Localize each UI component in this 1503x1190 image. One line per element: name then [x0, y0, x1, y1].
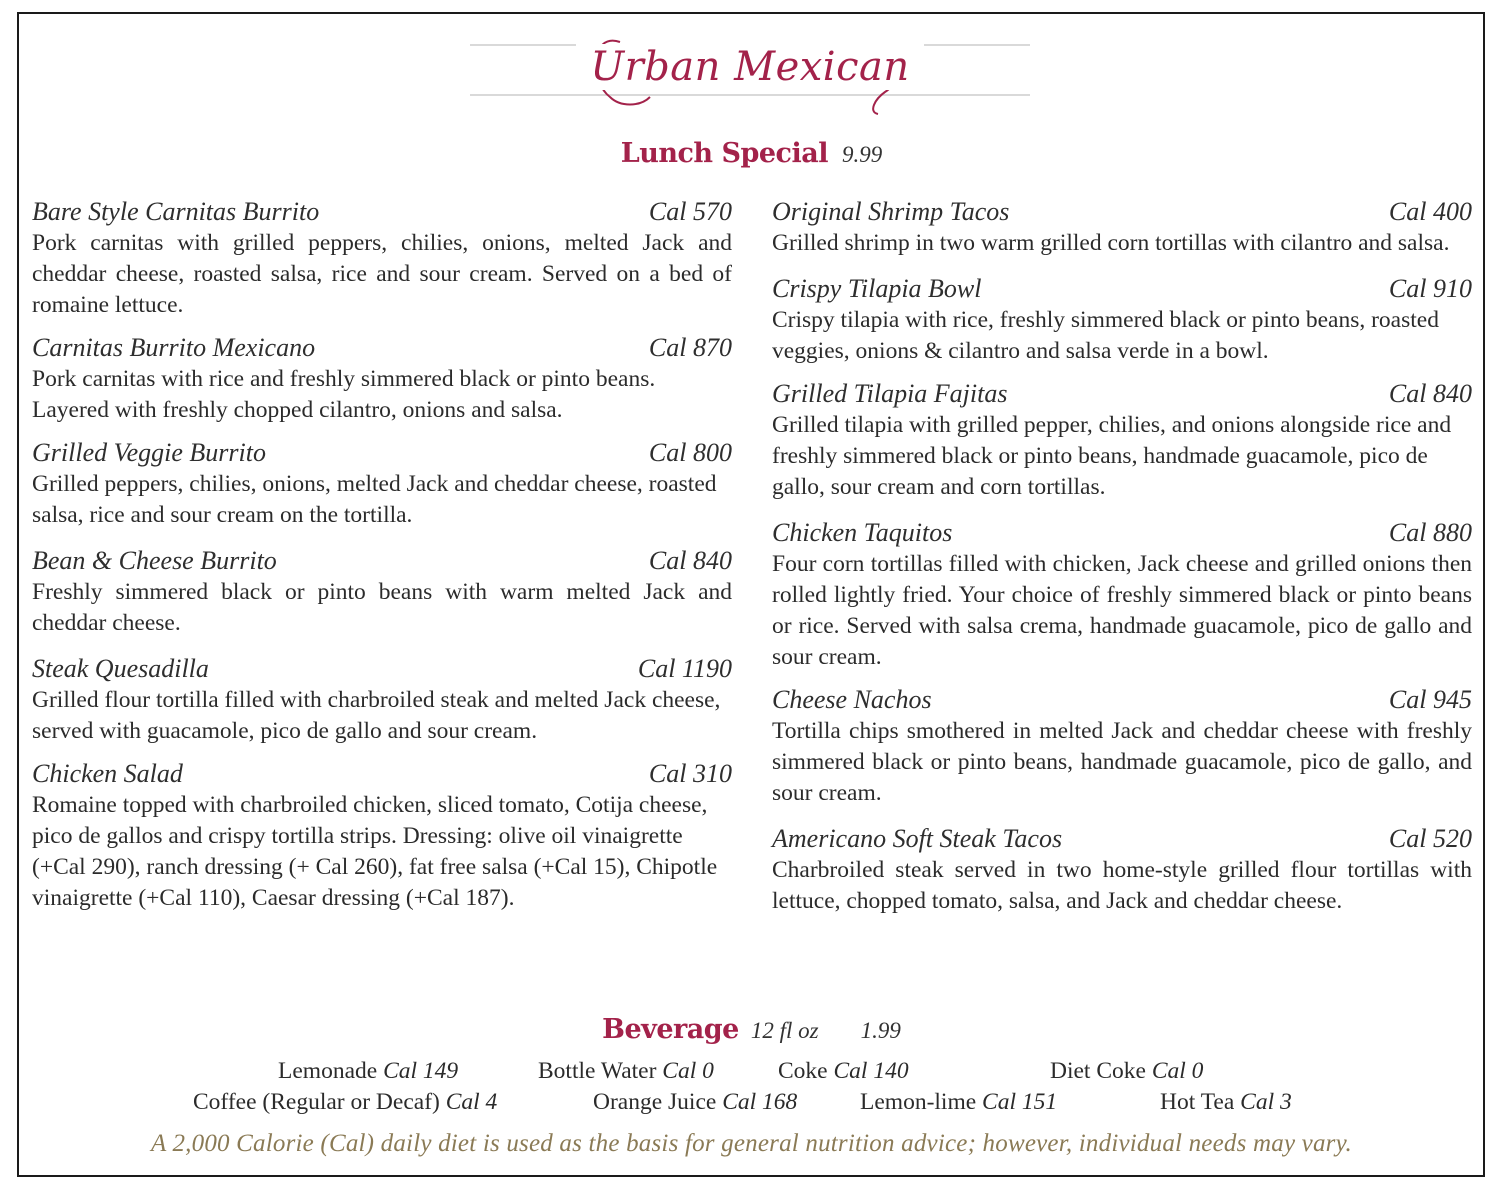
item-name: Bare Style Carnitas Burrito	[32, 197, 320, 226]
beverage-size: 12 fl oz	[750, 1018, 819, 1043]
beverage-item: Lemon-lime Cal 151	[860, 1089, 1058, 1115]
menu-item	[32, 653, 732, 747]
menu-item	[772, 517, 1472, 673]
item-calories: Cal 880	[1388, 518, 1472, 547]
menu-item	[32, 758, 732, 914]
menu-item	[32, 545, 732, 639]
beverage-item: Coffee (Regular or Decaf) Cal 4	[193, 1089, 498, 1115]
item-description: Freshly simmered black or pinto beans with warm melted Jack and cheddar cheese.	[32, 579, 732, 636]
item-name: Crispy Tilapia Bowl	[772, 274, 982, 303]
menu-item	[32, 196, 732, 321]
item-description: Romaine topped with charbroiled chicken, sliced tomato, Cotija cheese, pico de gallos and crispy tortilla strips. Dressing: olive oil vinaigrette (+Cal 290), ranch dressing (+ Cal 260), fat free salsa (+Cal 15), Chipotle vinaigrette (+Cal 110), Caesar dressing (+Cal 187).	[32, 792, 718, 911]
menu-item	[772, 684, 1472, 809]
item-description: Charbroiled steak served in two home-style grilled flour tortillas with lettuce, chopped tomato, salsa, and Jack and cheddar cheese.	[772, 857, 1472, 914]
item-description: Grilled flour tortilla filled with charbroiled steak and melted Jack cheese, served with guacamole, pico de gallo and sour cream.	[32, 687, 721, 744]
beverage-price: 1.99	[860, 1018, 901, 1043]
item-calories: Cal 870	[648, 333, 732, 362]
brand-logo	[470, 22, 1030, 122]
beverage-item: Orange Juice Cal 168	[593, 1089, 798, 1115]
item-name: Steak Quesadilla	[32, 654, 209, 683]
item-calories: Cal 910	[1388, 274, 1472, 303]
menu-column-left	[32, 196, 732, 914]
menu-item	[32, 332, 732, 426]
menu-item	[32, 437, 732, 531]
item-name: Grilled Tilapia Fajitas	[772, 379, 1008, 408]
item-description: Four corn tortillas filled with chicken, Jack cheese and grilled onions then rolled lightly fried. Your choice of freshly simmered black or pinto beans or rice. Served with salsa crema, handmade guacamole, pico de gallo and sour cream.	[772, 551, 1472, 670]
item-calories: Cal 840	[1388, 379, 1472, 408]
item-name: Chicken Taquitos	[772, 518, 953, 547]
item-calories: Cal 945	[1388, 685, 1472, 714]
nutrition-footnote: A 2,000 Calorie (Cal) daily diet is used as the basis for general nutrition advice; however, individual needs may vary.	[151, 1130, 1352, 1157]
item-calories: Cal 840	[648, 546, 732, 575]
beverage-item: Coke Cal 140	[778, 1058, 909, 1084]
item-description: Crispy tilapia with rice, freshly simmered black or pinto beans, roasted veggies, onions & cilantro and salsa verde in a bowl.	[772, 307, 1439, 364]
menu-column-right	[772, 196, 1472, 917]
item-description: Grilled shrimp in two warm grilled corn tortillas with cilantro and salsa.	[772, 230, 1450, 256]
item-name: Americano Soft Steak Tacos	[772, 824, 1063, 853]
beverage-item: Lemonade Cal 149	[278, 1058, 459, 1084]
item-name: Original Shrimp Tacos	[772, 197, 1010, 226]
item-calories: Cal 800	[648, 438, 732, 467]
item-calories: Cal 310	[648, 759, 732, 788]
menu-item	[772, 378, 1472, 503]
beverage-row-2	[0, 1089, 1503, 1119]
beverage-title: Beverage	[602, 1014, 739, 1045]
item-calories: Cal 1190	[637, 654, 732, 683]
item-description: Pork carnitas with rice and freshly simmered black or pinto beans. Layered with freshly chopped cilantro, onions and salsa.	[32, 366, 656, 423]
lunch-special-title: Lunch Special	[620, 138, 828, 169]
beverage-row-1	[0, 1058, 1503, 1088]
beverage-item: Hot Tea Cal 3	[1160, 1089, 1292, 1115]
item-name: Cheese Nachos	[772, 685, 932, 714]
lunch-special-heading	[0, 138, 1503, 169]
item-name: Chicken Salad	[32, 759, 183, 788]
item-name: Carnitas Burrito Mexicano	[32, 333, 316, 362]
item-description: Tortilla chips smothered in melted Jack and cheddar cheese with freshly simmered black or pinto beans, handmade guacamole, pico de gallo, and sour cream.	[772, 718, 1472, 806]
menu-item	[772, 273, 1472, 367]
item-description: Pork carnitas with grilled peppers, chilies, onions, melted Jack and cheddar cheese, roasted salsa, rice and sour cream. Served on a bed of romaine lettuce.	[32, 230, 732, 318]
item-calories: Cal 400	[1388, 197, 1472, 226]
lunch-special-price: 9.99	[841, 142, 883, 167]
item-calories: Cal 570	[648, 197, 732, 226]
item-description: Grilled peppers, chilies, onions, melted Jack and cheddar cheese, roasted salsa, rice and sour cream on the tortilla.	[32, 471, 717, 528]
item-name: Bean & Cheese Burrito	[32, 546, 277, 575]
beverage-item: Diet Coke Cal 0	[1050, 1058, 1204, 1084]
beverage-item: Bottle Water Cal 0	[538, 1058, 714, 1084]
menu-item	[772, 823, 1472, 917]
beverage-heading	[0, 1014, 1503, 1045]
item-name: Grilled Veggie Burrito	[32, 438, 266, 467]
brand-name: Urban Mexican	[470, 44, 1030, 90]
menu-item	[772, 196, 1472, 259]
item-description: Grilled tilapia with grilled pepper, chilies, and onions alongside rice and freshly simmered black or pinto beans, handmade guacamole, pico de gallo, sour cream and corn tortillas.	[772, 412, 1452, 500]
item-calories: Cal 520	[1388, 824, 1472, 853]
